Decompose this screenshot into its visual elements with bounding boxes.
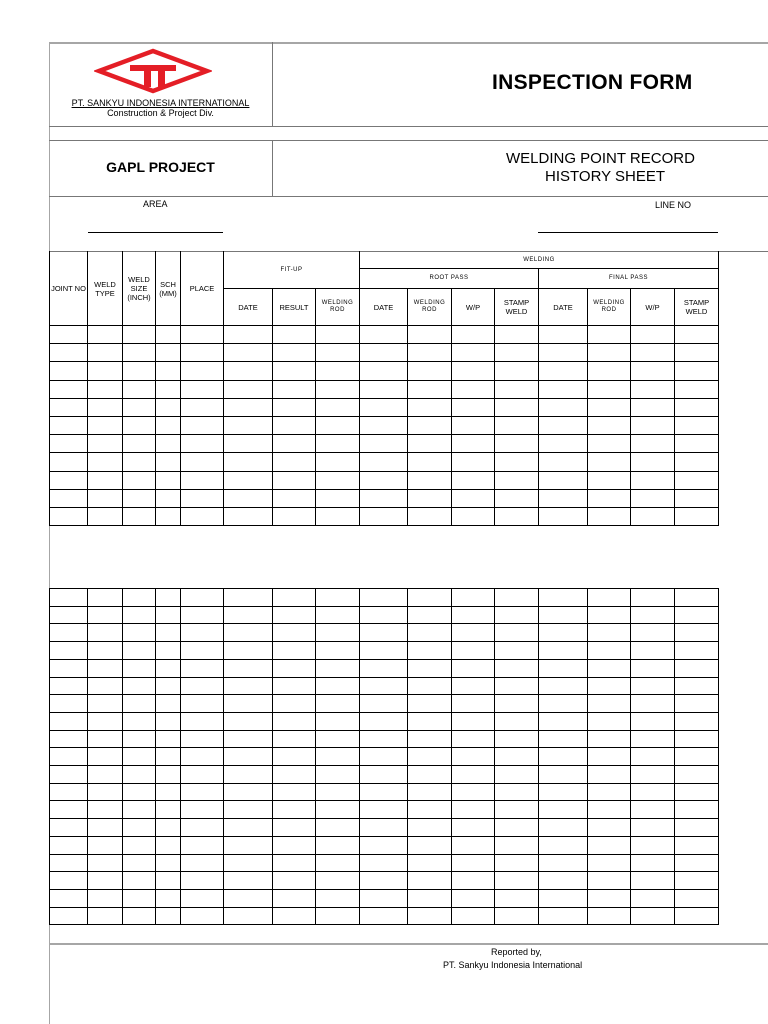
table-row-line [49, 452, 719, 453]
header-divider [272, 42, 273, 126]
company-logo [94, 48, 212, 94]
table-row-line [49, 623, 719, 624]
table-col-line [272, 325, 273, 526]
form-title: INSPECTION FORM [492, 71, 693, 94]
table-row-line [49, 416, 719, 417]
table-col-line [587, 325, 588, 526]
table-row-line [49, 343, 719, 344]
table-row-line [49, 818, 719, 819]
table-row-line [49, 525, 719, 526]
table-row-line [49, 471, 719, 472]
table-col-line [87, 588, 88, 925]
table-row-line [49, 434, 719, 435]
table-col-line [407, 588, 408, 925]
table-row-line [49, 712, 719, 713]
company-division: Construction & Project Div. [107, 108, 214, 118]
area-input-line[interactable] [88, 232, 223, 233]
line-no-label: LINE NO [655, 200, 692, 210]
record-title-line1: WELDING POINT RECORD [506, 150, 695, 167]
table-row-line [49, 889, 719, 890]
header-final-wp: W/P [645, 302, 660, 312]
header-root-welding-rod: WELDING ROD [413, 300, 446, 313]
table-row-line [49, 489, 719, 490]
table-row-line [49, 398, 719, 399]
table-col-line [451, 325, 452, 526]
table-row-line [49, 380, 719, 381]
project-bottom-line [49, 196, 768, 197]
header-root-stamp-weld: STAMP WELD [503, 298, 530, 316]
table-col-line [494, 588, 495, 925]
header-weld-size: WELD SIZE (INCH) [127, 275, 151, 302]
header-fit-up: FIT-UP [280, 266, 303, 273]
frame-top-line [49, 42, 768, 44]
header-final-welding-rod: WELDING ROD [593, 300, 625, 313]
table-row-line [49, 747, 719, 748]
header-root-pass: ROOT PASS [429, 275, 469, 281]
table-row-line [49, 871, 719, 872]
header-fitup-welding-rod: WELDING ROD [321, 300, 354, 313]
area-label: AREA [143, 199, 168, 209]
table-col-line [155, 325, 156, 526]
table-col-line [315, 325, 316, 526]
project-name: GAPL PROJECT [106, 159, 215, 175]
table-col-line [451, 588, 452, 925]
table-col-line [122, 588, 123, 925]
header-final-stamp-weld: STAMP WELD [683, 298, 710, 316]
table-row-line [49, 677, 719, 678]
table-col-line [180, 588, 181, 925]
table-col-line [587, 588, 588, 925]
table-col-line [155, 588, 156, 925]
header-fitup-result: RESULT [279, 302, 309, 312]
project-divider [272, 140, 273, 196]
company-name: PT. SANKYU INDONESIA INTERNATIONAL [71, 98, 250, 108]
header-welding: WELDING [523, 256, 555, 263]
footer-line [49, 943, 768, 945]
footer-company: PT. Sankyu Indonesia International [443, 960, 583, 970]
header-gap-line [49, 140, 768, 141]
table-row-line [49, 361, 719, 362]
table-row-line [49, 730, 719, 731]
table-col-line [359, 325, 360, 526]
table-col-line [315, 588, 316, 925]
table-row-line [49, 924, 719, 925]
record-title-line2: HISTORY SHEET [545, 168, 666, 185]
table-col-line [87, 325, 88, 526]
table-col-line [630, 588, 631, 925]
header-weld-type: WELD TYPE [94, 279, 116, 298]
table-row-line [49, 800, 719, 801]
table-col-line [538, 588, 539, 925]
table-col-line [538, 325, 539, 526]
table-row-line [49, 854, 719, 855]
table-row-line [49, 907, 719, 908]
reported-by: Reported by, [491, 947, 542, 957]
table-row-line [49, 765, 719, 766]
table-col-line [718, 588, 719, 925]
table-col-line [494, 325, 495, 526]
table-row-line [49, 783, 719, 784]
header-root-wp: W/P [465, 302, 481, 312]
table-col-line [407, 325, 408, 526]
table-row-line [49, 836, 719, 837]
table-col-line [359, 588, 360, 925]
table-row-line [49, 641, 719, 642]
table-col-line [49, 325, 50, 526]
table-col-line [49, 588, 50, 925]
table-row-line [49, 507, 719, 508]
table-col-line [630, 325, 631, 526]
header-final-date: DATE [553, 302, 573, 312]
table-row-line [49, 325, 719, 326]
header-root-date: DATE [373, 302, 394, 312]
table-col-line [223, 325, 224, 526]
table-col-line [674, 588, 675, 925]
table-row-line [49, 606, 719, 607]
header-final-pass: FINAL PASS [608, 275, 648, 281]
header-bottom-line [49, 126, 768, 127]
table-col-line [674, 325, 675, 526]
table-col-line [180, 325, 181, 526]
table-row-line [49, 659, 719, 660]
header-joint-no: JOINT NO [51, 284, 86, 293]
header-place: PLACE [189, 284, 215, 293]
header-col-line [718, 251, 719, 326]
line-no-input-line[interactable] [538, 232, 718, 233]
table-col-line [718, 325, 719, 526]
table-col-line [223, 588, 224, 925]
table-row-line [49, 588, 719, 589]
header-fitup-date: DATE [238, 302, 258, 312]
table-col-line [122, 325, 123, 526]
table-row-line [49, 694, 719, 695]
table-col-line [272, 588, 273, 925]
header-sch: SCH (MM) [159, 279, 177, 298]
